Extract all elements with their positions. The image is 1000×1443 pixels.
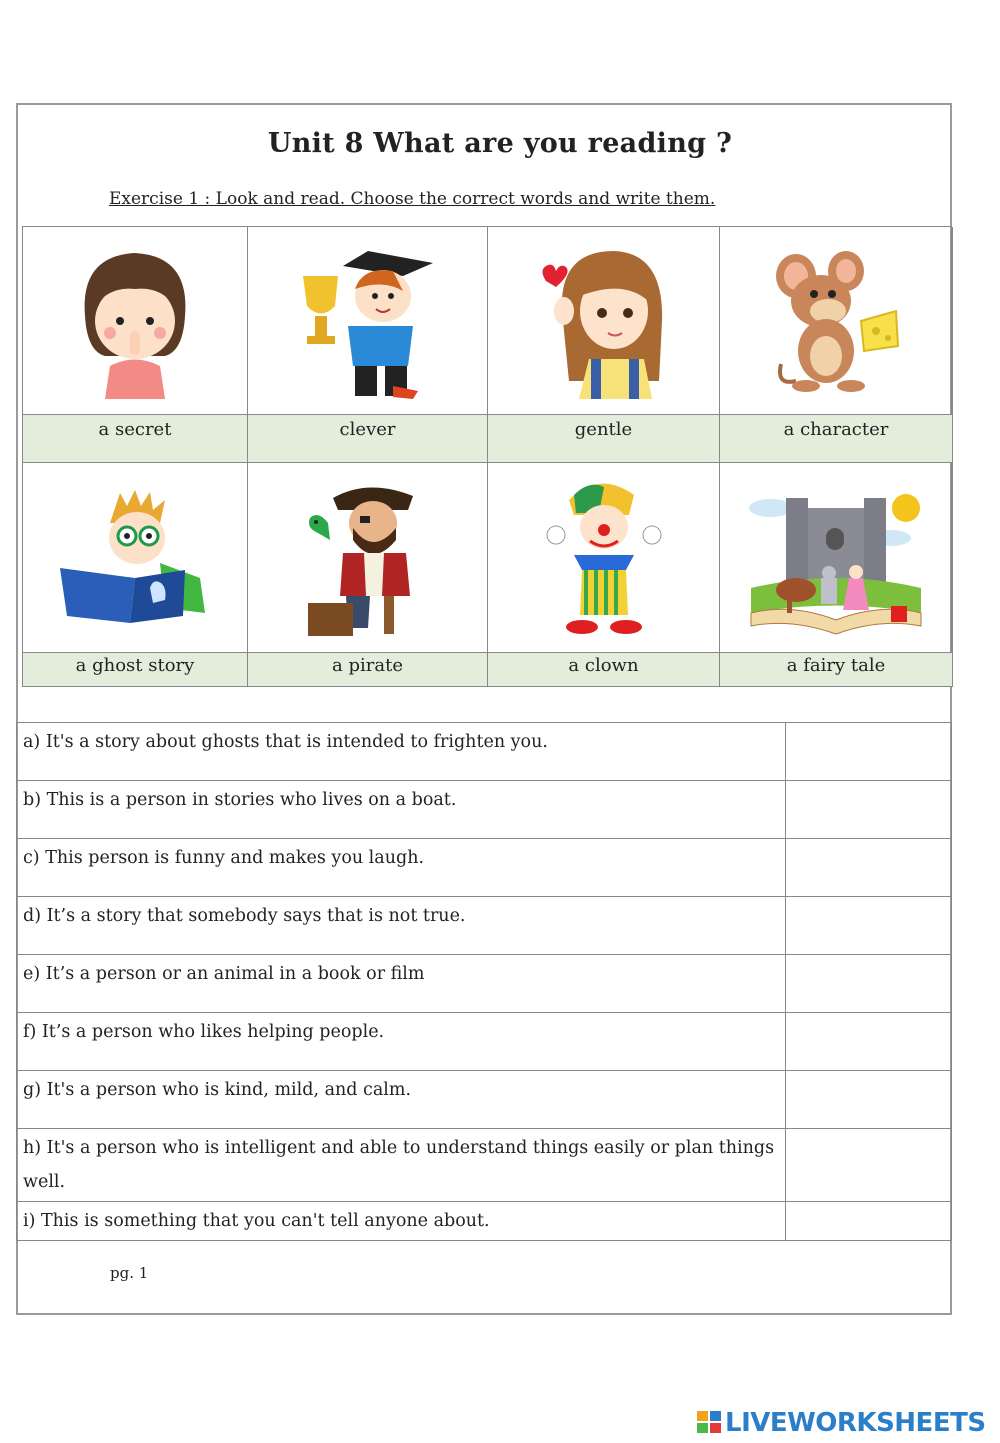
picture-cell: [248, 463, 488, 653]
answer-input[interactable]: [786, 781, 952, 839]
question-text: f) It’s a person who likes helping people.: [17, 1013, 786, 1071]
picture-label: a fairy tale: [720, 653, 953, 687]
answer-input[interactable]: [786, 1202, 952, 1241]
question-row: [17, 839, 952, 897]
picture-cell: [23, 463, 248, 653]
picture-label: clever: [248, 415, 488, 463]
question-text: i) This is something that you can't tell anyone about.: [17, 1202, 786, 1241]
questions-table: [16, 722, 952, 1241]
picture-label: a pirate: [248, 653, 488, 687]
picture-cell: [720, 227, 953, 415]
picture-label: a character: [720, 415, 953, 463]
question-text: a) It's a story about ghosts that is intended to frighten you.: [17, 723, 786, 781]
page-title: Unit 8 What are you reading ?: [267, 128, 733, 159]
question-row: [17, 781, 952, 839]
girl-heart-icon: [534, 241, 674, 401]
question-row: [17, 1013, 952, 1071]
picture-cell: [488, 463, 720, 653]
answer-input[interactable]: [786, 955, 952, 1013]
picture-grid: [22, 226, 952, 687]
question-text: c) This person is funny and makes you laugh.: [17, 839, 786, 897]
question-text: b) This is a person in stories who lives on a boat.: [17, 781, 786, 839]
picture-label: a secret: [23, 415, 248, 463]
picture-cell: [248, 227, 488, 415]
picture-label: a clown: [488, 653, 720, 687]
question-text: e) It’s a person or an animal in a book or film: [17, 955, 786, 1013]
question-row: [17, 1071, 952, 1129]
girl-shush-icon: [65, 241, 205, 401]
picture-cell: [23, 227, 248, 415]
page-number: pg. 1: [110, 1264, 149, 1282]
liveworksheets-logo-icon: [697, 1411, 723, 1435]
picture-cell: [488, 227, 720, 415]
answer-input[interactable]: [786, 1071, 952, 1129]
picture-label: gentle: [488, 415, 720, 463]
clown-icon: [544, 475, 664, 640]
question-row: [17, 723, 952, 781]
pirate-parrot-icon: [298, 478, 438, 638]
answer-input[interactable]: [786, 839, 952, 897]
question-row: [17, 897, 952, 955]
graduate-boy-trophy-icon: [293, 241, 443, 401]
answer-input[interactable]: [786, 897, 952, 955]
boy-reading-ghost-book-icon: [55, 488, 215, 628]
cartoon-mouse-cheese-icon: [766, 246, 906, 396]
brand-name: LIVEWORKSHEETS: [725, 1408, 986, 1438]
question-row: [17, 1129, 952, 1202]
castle-storybook-icon: [741, 478, 931, 638]
answer-input[interactable]: [786, 1013, 952, 1071]
exercise-instruction: Exercise 1 : Look and read. Choose the correct words and write them.: [109, 189, 716, 209]
liveworksheets-logo[interactable]: [697, 1408, 986, 1438]
answer-input[interactable]: [786, 1129, 952, 1202]
picture-cell: [720, 463, 953, 653]
picture-label: a ghost story: [23, 653, 248, 687]
question-row: [17, 1202, 952, 1241]
answer-input[interactable]: [786, 723, 952, 781]
question-text: d) It’s a story that somebody says that is not true.: [17, 897, 786, 955]
question-text: g) It's a person who is kind, mild, and calm.: [17, 1071, 786, 1129]
question-row: [17, 955, 952, 1013]
question-text: h) It's a person who is intelligent and able to understand things easily or plan things well.: [17, 1129, 786, 1202]
